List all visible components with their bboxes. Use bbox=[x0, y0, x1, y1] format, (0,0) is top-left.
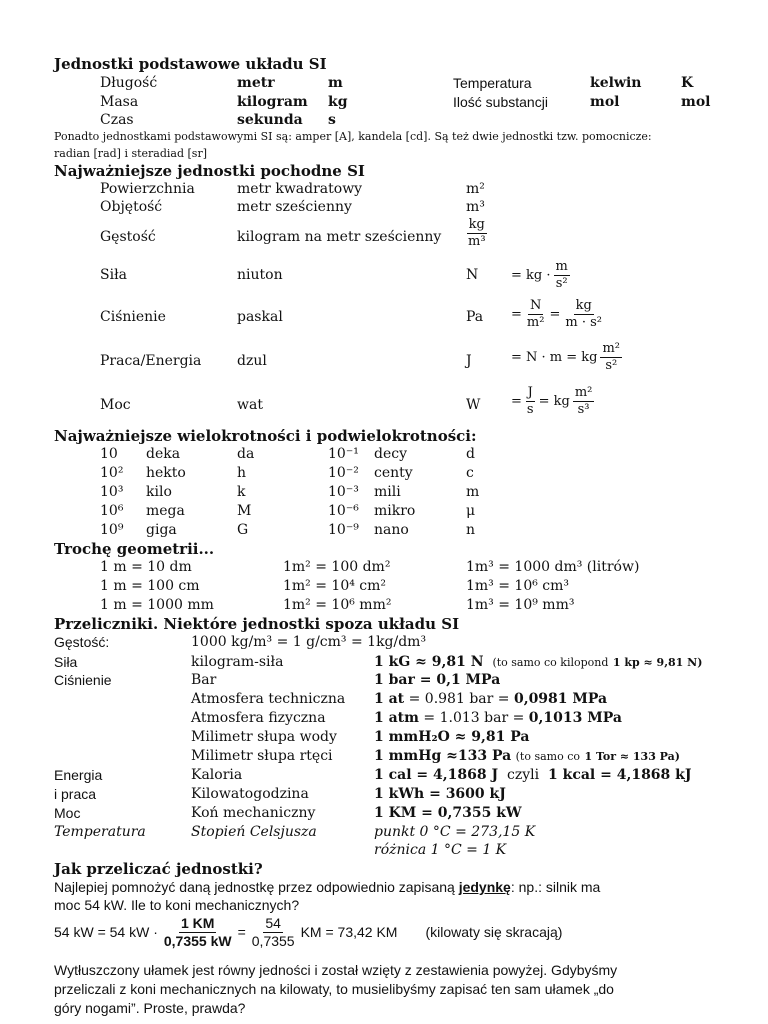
cell-qty: Powierzchnia bbox=[100, 181, 195, 197]
conversion-note: 1 kp ≈ 9,81 N) bbox=[612, 656, 703, 669]
cell-prefix-symbol: n bbox=[466, 522, 476, 538]
conversion-value: 1 cal = 4,1868 J bbox=[374, 767, 499, 783]
cell-prefix-name: giga bbox=[146, 522, 177, 538]
cell-qty: Objętość bbox=[100, 199, 163, 215]
equation-text: = N · m = kg bbox=[511, 349, 598, 365]
cell-unit-name: Milimetr słupa rtęci bbox=[191, 748, 333, 764]
unit-equation bbox=[511, 299, 604, 329]
cell-volume: 1m³ = 10⁶ cm³ bbox=[466, 578, 570, 594]
conversion-value: punkt 0 °C = 273,15 K bbox=[374, 824, 536, 840]
fraction-numerator: 1 KM bbox=[180, 915, 215, 931]
cell-power: 10⁻³ bbox=[328, 484, 359, 500]
paragraph-line bbox=[54, 880, 600, 894]
cell-prefix-name: mega bbox=[146, 503, 185, 519]
cell-prefix-symbol: M bbox=[237, 503, 252, 519]
cell-volume: 1m³ = 1000 dm³ (litrów) bbox=[466, 559, 640, 575]
cell-qty: Gęstość bbox=[100, 229, 156, 245]
cell-area: 1m² = 100 dm² bbox=[283, 559, 391, 575]
fraction-denominator: m² bbox=[526, 314, 545, 330]
cell-unit-name: wat bbox=[237, 397, 263, 413]
equation-note: (kilowaty się skracają) bbox=[425, 924, 563, 941]
paragraph-text: : np.: silnik ma bbox=[510, 879, 601, 895]
cell-prefix-name: nano bbox=[374, 522, 409, 538]
conversion-value: 1 bar = 0,1 MPa bbox=[374, 672, 501, 688]
cell-unit-name: sekunda bbox=[237, 112, 303, 128]
cell-prefix-symbol: G bbox=[237, 522, 249, 538]
cell-power: 10⁻¹ bbox=[328, 446, 359, 462]
cell-prefix-name: deka bbox=[146, 446, 181, 462]
cell-conversion bbox=[374, 711, 622, 725]
cell-unit-name: niuton bbox=[237, 267, 283, 283]
cell-qty: Długość bbox=[100, 75, 158, 91]
cell-unit-symbol: K bbox=[681, 75, 694, 91]
cell-qty: Praca/Energia bbox=[100, 353, 202, 369]
cell-unit-symbol: m³ bbox=[466, 199, 485, 215]
unit-equation bbox=[511, 386, 594, 416]
cell-prefix-name: kilo bbox=[146, 484, 172, 500]
equation-text: = bbox=[511, 393, 522, 409]
cell-qty: Ciśnienie bbox=[100, 309, 166, 325]
cell-unit-symbol: kg bbox=[328, 94, 348, 110]
unit-equation bbox=[511, 260, 570, 290]
conversion-value: 1 mmHg ≈133 Pa bbox=[374, 748, 512, 764]
conversion-value: różnica 1 °C = 1 K bbox=[374, 842, 507, 858]
cell-value: 1000 kg/m³ = 1 g/cm³ = 1kg/dm³ bbox=[191, 634, 427, 650]
paragraph-line: moc 54 kW. Ile to koni mechanicznych? bbox=[54, 897, 300, 913]
conversion-value: 1 at bbox=[374, 691, 405, 707]
conversion-value: 1 mmH₂O ≈ 9,81 Pa bbox=[374, 729, 530, 745]
cell-unit-name: Atmosfera techniczna bbox=[191, 691, 346, 707]
cell-unit-name: Stopień Celsjusza bbox=[191, 824, 317, 840]
conversion-text: = 0.981 bar = bbox=[404, 691, 514, 707]
conversion-note: (to samo co kilopond bbox=[492, 656, 609, 669]
cell-category: Gęstość: bbox=[54, 634, 110, 650]
cell-unit-name: Milimetr słupa wody bbox=[191, 729, 337, 745]
section-title-si-base: Jednostki podstawowe układu SI bbox=[54, 55, 327, 73]
conversion-text: czyli bbox=[507, 767, 540, 783]
cell-qty: Temperatura bbox=[453, 75, 532, 91]
cell-prefix-name: hekto bbox=[146, 465, 186, 481]
cell-prefix-name: centy bbox=[374, 465, 413, 481]
fraction-numerator: N bbox=[529, 298, 542, 313]
fraction-numerator: kg bbox=[575, 298, 592, 313]
paragraph-line: przeliczali z koni mechanicznych na kilowaty, to musielibyśmy zapisać ten sam ułamek „do bbox=[54, 981, 614, 997]
equation-text: 54 kW = 54 kW · bbox=[54, 924, 158, 941]
cell-unit-symbol: J bbox=[466, 353, 472, 369]
cell-power: 10⁹ bbox=[100, 522, 124, 538]
fraction-numerator: m² bbox=[602, 341, 621, 356]
unit-fraction bbox=[466, 218, 488, 248]
cell-qty: Moc bbox=[100, 397, 131, 413]
cell-conversion bbox=[374, 692, 607, 706]
cell-unit-name: kilogram bbox=[237, 94, 308, 110]
fraction-numerator: kg bbox=[468, 217, 485, 232]
cell-prefix-symbol: m bbox=[466, 484, 480, 500]
note-line: Ponadto jednostkami podstawowymi SI są: amper [A], kandela [cd]. Są też dwie jednostki tzw. pomocnicze: bbox=[54, 130, 652, 143]
example-equation bbox=[54, 916, 562, 948]
conversion-note: (to samo co bbox=[515, 750, 581, 763]
cell-qty: Ilość substancji bbox=[453, 94, 548, 110]
conversion-value: 1 KM = 0,7355 kW bbox=[374, 805, 522, 821]
cell-unit-name: Koń mechaniczny bbox=[191, 805, 316, 821]
cell-power: 10² bbox=[100, 465, 124, 481]
section-title-si-derived: Najważniejsze jednostki pochodne SI bbox=[54, 162, 365, 180]
cell-power: 10⁻² bbox=[328, 465, 359, 481]
cell-length: 1 m = 10 dm bbox=[100, 559, 192, 575]
fraction-denominator: s² bbox=[605, 357, 618, 373]
cell-power: 10⁻⁹ bbox=[328, 522, 359, 538]
fraction-denominator: 0,7355 bbox=[251, 932, 295, 949]
conversion-text: = 1.013 bar = bbox=[418, 710, 529, 726]
cell-unit-name: kelwin bbox=[590, 75, 642, 91]
cell-unit-symbol: N bbox=[466, 267, 479, 283]
section-title-multiples: Najważniejsze wielokrotności i podwielokrotności: bbox=[54, 427, 477, 445]
section-title-how-to: Jak przeliczać jednostki? bbox=[54, 860, 263, 878]
cell-category: Siła bbox=[54, 654, 78, 670]
cell-qty: Siła bbox=[100, 267, 127, 283]
cell-power: 10⁻⁶ bbox=[328, 503, 359, 519]
cell-prefix-symbol: da bbox=[237, 446, 255, 462]
section-title-geometry: Trochę geometrii... bbox=[54, 540, 215, 558]
cell-power: 10³ bbox=[100, 484, 124, 500]
fraction-numerator: m bbox=[555, 259, 568, 274]
cell-unit-name: Bar bbox=[191, 672, 217, 688]
conversion-value: 0,1013 MPa bbox=[528, 710, 622, 726]
fraction-denominator: m³ bbox=[468, 233, 486, 249]
cell-prefix-name: mikro bbox=[374, 503, 416, 519]
cell-prefix-name: decy bbox=[374, 446, 407, 462]
cell-unit-symbol: s bbox=[328, 112, 336, 128]
fraction-denominator: m · s² bbox=[565, 314, 602, 330]
conversion-value: 1 atm bbox=[374, 710, 419, 726]
cell-length: 1 m = 1000 mm bbox=[100, 597, 214, 613]
cell-unit-symbol: Pa bbox=[466, 309, 484, 325]
cell-unit-name: dzul bbox=[237, 353, 267, 369]
cell-unit-name: Kaloria bbox=[191, 767, 243, 783]
cell-unit-name: metr kwadratowy bbox=[237, 181, 363, 197]
cell-prefix-symbol: d bbox=[466, 446, 475, 462]
fraction-numerator: 54 bbox=[265, 915, 281, 931]
cell-length: 1 m = 100 cm bbox=[100, 578, 200, 594]
conversion-note: 1 Tor ≈ 133 Pa) bbox=[584, 750, 680, 763]
paragraph-line: góry nogami”. Proste, prawda? bbox=[54, 1000, 246, 1016]
cell-unit-name: mol bbox=[590, 94, 620, 110]
cell-category: Temperatura bbox=[54, 824, 146, 840]
cell-unit-name: metr bbox=[237, 75, 275, 91]
fraction-denominator: s³ bbox=[577, 401, 590, 417]
section-title-conversions: Przeliczniki. Niektóre jednostki spoza układu SI bbox=[54, 615, 460, 633]
equation-text: = bbox=[237, 924, 246, 941]
paragraph-line: Wytłuszczony ułamek jest równy jedności i został wzięty z zestawienia powyżej. Gdybyśmy bbox=[54, 962, 618, 978]
equation-text: = bbox=[511, 306, 522, 322]
cell-unit-symbol: W bbox=[466, 397, 481, 413]
cell-prefix-symbol: h bbox=[237, 465, 247, 481]
cell-category: Ciśnienie bbox=[54, 672, 112, 688]
fraction-numerator: m² bbox=[574, 385, 593, 400]
cell-unit-name: kilogram-siła bbox=[191, 654, 284, 670]
cell-volume: 1m³ = 10⁹ mm³ bbox=[466, 597, 575, 613]
equation-text: KM = 73,42 KM bbox=[300, 924, 398, 941]
cell-unit-symbol: m bbox=[328, 75, 343, 91]
note-line: radian [rad] i steradiad [sr] bbox=[54, 147, 208, 160]
paragraph-emphasis: jedynkę bbox=[458, 879, 511, 895]
cell-unit-name: kilogram na metr sześcienny bbox=[237, 229, 442, 245]
cell-prefix-symbol: k bbox=[237, 484, 246, 500]
cell-qty: Czas bbox=[100, 112, 134, 128]
cell-unit-name: Atmosfera fizyczna bbox=[191, 710, 326, 726]
equation-text: = kg · bbox=[511, 267, 551, 283]
cell-unit-symbol: mol bbox=[681, 94, 711, 110]
cell-conversion bbox=[374, 655, 702, 669]
cell-prefix-symbol: c bbox=[466, 465, 474, 481]
fraction-denominator: s bbox=[526, 401, 534, 417]
cell-power: 10⁶ bbox=[100, 503, 124, 519]
cell-category: Moc bbox=[54, 805, 81, 821]
equation-text: = bbox=[549, 306, 561, 322]
equation-text: = kg bbox=[538, 393, 570, 409]
cell-unit-symbol: m² bbox=[466, 181, 485, 197]
conversion-value: 0,0981 MPa bbox=[513, 691, 608, 707]
cell-conversion bbox=[374, 768, 692, 782]
paragraph-text: Najlepiej pomnożyć daną jednostkę przez odpowiednio zapisaną bbox=[54, 879, 459, 895]
cell-power: 10 bbox=[100, 446, 118, 462]
cell-conversion bbox=[374, 749, 680, 763]
cell-area: 1m² = 10⁴ cm² bbox=[283, 578, 387, 594]
cell-prefix-name: mili bbox=[374, 484, 401, 500]
conversion-value: 1 kcal = 4,1868 kJ bbox=[548, 767, 692, 783]
cell-unit-name: metr sześcienny bbox=[237, 199, 352, 215]
cell-qty: Masa bbox=[100, 94, 139, 110]
cell-category: i praca bbox=[54, 786, 97, 802]
cell-unit-name: Kilowatogodzina bbox=[191, 786, 309, 802]
unit-equation bbox=[511, 342, 622, 372]
fraction-denominator: s² bbox=[555, 275, 568, 291]
cell-category: Energia bbox=[54, 767, 103, 783]
cell-unit-name: paskal bbox=[237, 309, 283, 325]
conversion-value: 1 kG ≈ 9,81 N bbox=[374, 654, 484, 670]
cell-area: 1m² = 10⁶ mm² bbox=[283, 597, 392, 613]
fraction-numerator: J bbox=[527, 385, 533, 400]
conversion-value: 1 kWh = 3600 kJ bbox=[374, 786, 506, 802]
cell-prefix-symbol: μ bbox=[466, 503, 476, 519]
fraction-denominator: 0,7355 kW bbox=[163, 932, 232, 949]
